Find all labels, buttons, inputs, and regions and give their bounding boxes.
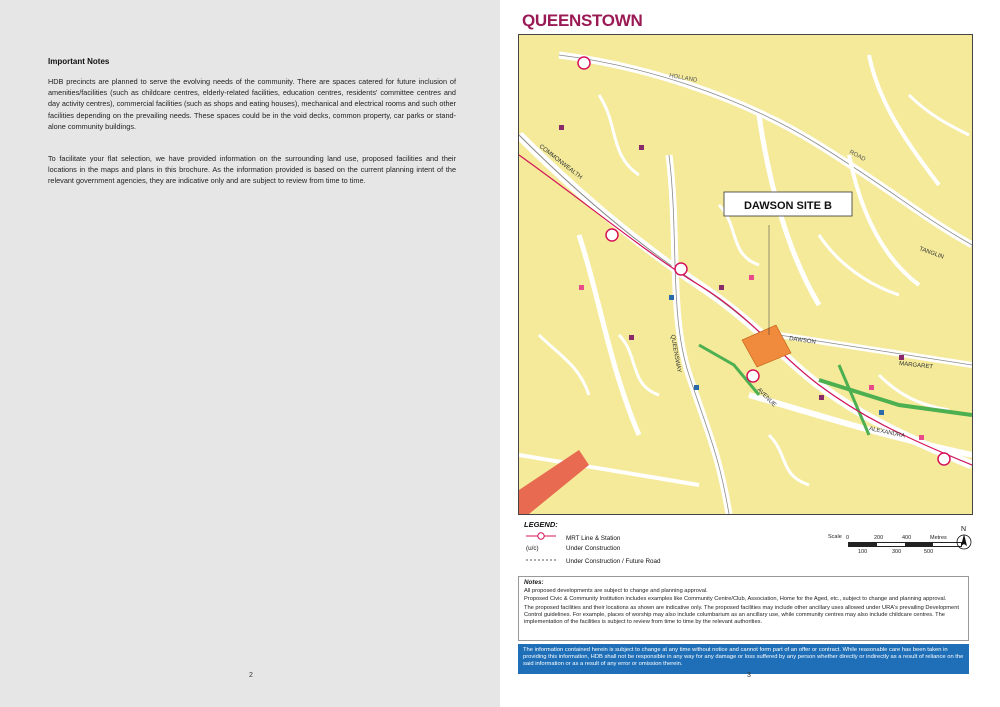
scale-unit: Metres xyxy=(930,535,947,541)
scale-tick-500: 500 xyxy=(924,549,934,555)
scale-tick-400: 400 xyxy=(902,535,912,541)
map-road-label-avenue: AVENUE xyxy=(755,387,777,409)
legend-item-uc xyxy=(526,545,620,552)
legend-title: LEGEND: xyxy=(524,520,558,529)
map-road-label-margaret: MARGARET xyxy=(898,361,934,371)
disclaimer-box: The information contained herein is subject to change at any time without notice and cannot form part of an offer or contract. While reasonable care has been taken in providing this information, HDB shall not be responsible in any way for any damage or loss suffered by any person whether directly or indirectly as a result of reliance on the said information or as a result of any error or omission therein. xyxy=(518,644,969,674)
legend-item-future-road xyxy=(526,557,661,565)
scale-tick-300: 300 xyxy=(892,549,902,555)
location-map xyxy=(518,34,973,515)
page-number-right: 3 xyxy=(747,672,751,679)
important-notes-heading: Important Notes xyxy=(48,57,110,66)
map-road-label-queensway: QUEENSWAY xyxy=(669,334,682,374)
map-road-label-dawson: DAWSON xyxy=(788,336,817,346)
notes-box xyxy=(518,576,969,641)
notes-title: Notes: xyxy=(524,579,544,586)
note-item-2: Proposed Civic & Community Institution includes examples like Community Centre/Club, Association, Home for the Aged, etc., subject to change and planning approval. xyxy=(524,596,947,602)
note-item-1: All proposed developments are subject to change and planning approval. xyxy=(524,587,708,594)
note-item-3: The proposed facilities and their locations as shown are indicative only. The proposed facilities may include other ancillary uses allowed under URA's prevailing Development Control guidelines. For example, places of worship may also include columbarium as an ancillary use, while community centres may also include childcare centres. The implementation of the facilities is subject to review from time to time by the relevant authorities. xyxy=(524,604,959,625)
map-road-label-tanglin: TANGLIN xyxy=(918,246,945,261)
scale-tick-200: 200 xyxy=(874,535,884,541)
map-road-label-holland: HOLLAND xyxy=(668,73,698,84)
mrt-station-icon xyxy=(526,532,566,542)
site-label: DAWSON SITE B xyxy=(743,200,833,212)
map-road-label-commonwealth: COMMONWEALTH xyxy=(537,143,583,181)
page-number-left: 2 xyxy=(249,672,253,679)
north-label: N xyxy=(961,526,967,533)
scale-tick-0: 0 xyxy=(846,535,850,541)
scale-bar xyxy=(848,542,962,547)
legend-label-future-road: Under Construction / Future Road xyxy=(566,558,661,565)
legend-label-uc: Under Construction xyxy=(566,545,621,552)
scale-label: Scale xyxy=(828,534,842,540)
dashed-road-icon xyxy=(526,557,566,565)
scale-tick-100: 100 xyxy=(858,549,868,555)
legend-symbol-uc: (u/c) xyxy=(526,545,539,552)
legend-label-mrt: MRT Line & Station xyxy=(566,535,621,542)
map-road-label-road: ROAD xyxy=(848,149,867,163)
notes-paragraph-2: To facilitate your flat selection, we have provided information on the surrounding land use, proposed facilities and their locations in the maps and plans in this brochure. As the information provided is based on the current planning intent of the relevant government agencies, they are indicative only and are subject to review from time to time. xyxy=(48,154,456,186)
map-road-label-alexandra: ALEXANDRA xyxy=(868,426,906,440)
notes-paragraph-1: HDB precincts are planned to serve the evolving needs of the community. There are spaces catered for future inclusion of amenities/facilities (such as childcare centres, elderly-related facilities, education centres, residents' committee centres and day activity centres), commercial facilities (such as shops and eating houses), mechanical and electrical rooms and such other facilities depending on the prevailing needs. These spaces could be in the void decks, common property, car parks or stand-alone community buildings. xyxy=(48,77,456,131)
legend-item-mrt xyxy=(526,532,620,542)
town-title: QUEENSTOWN xyxy=(522,11,643,30)
map-canvas xyxy=(519,35,972,514)
north-arrow-icon xyxy=(955,524,973,557)
